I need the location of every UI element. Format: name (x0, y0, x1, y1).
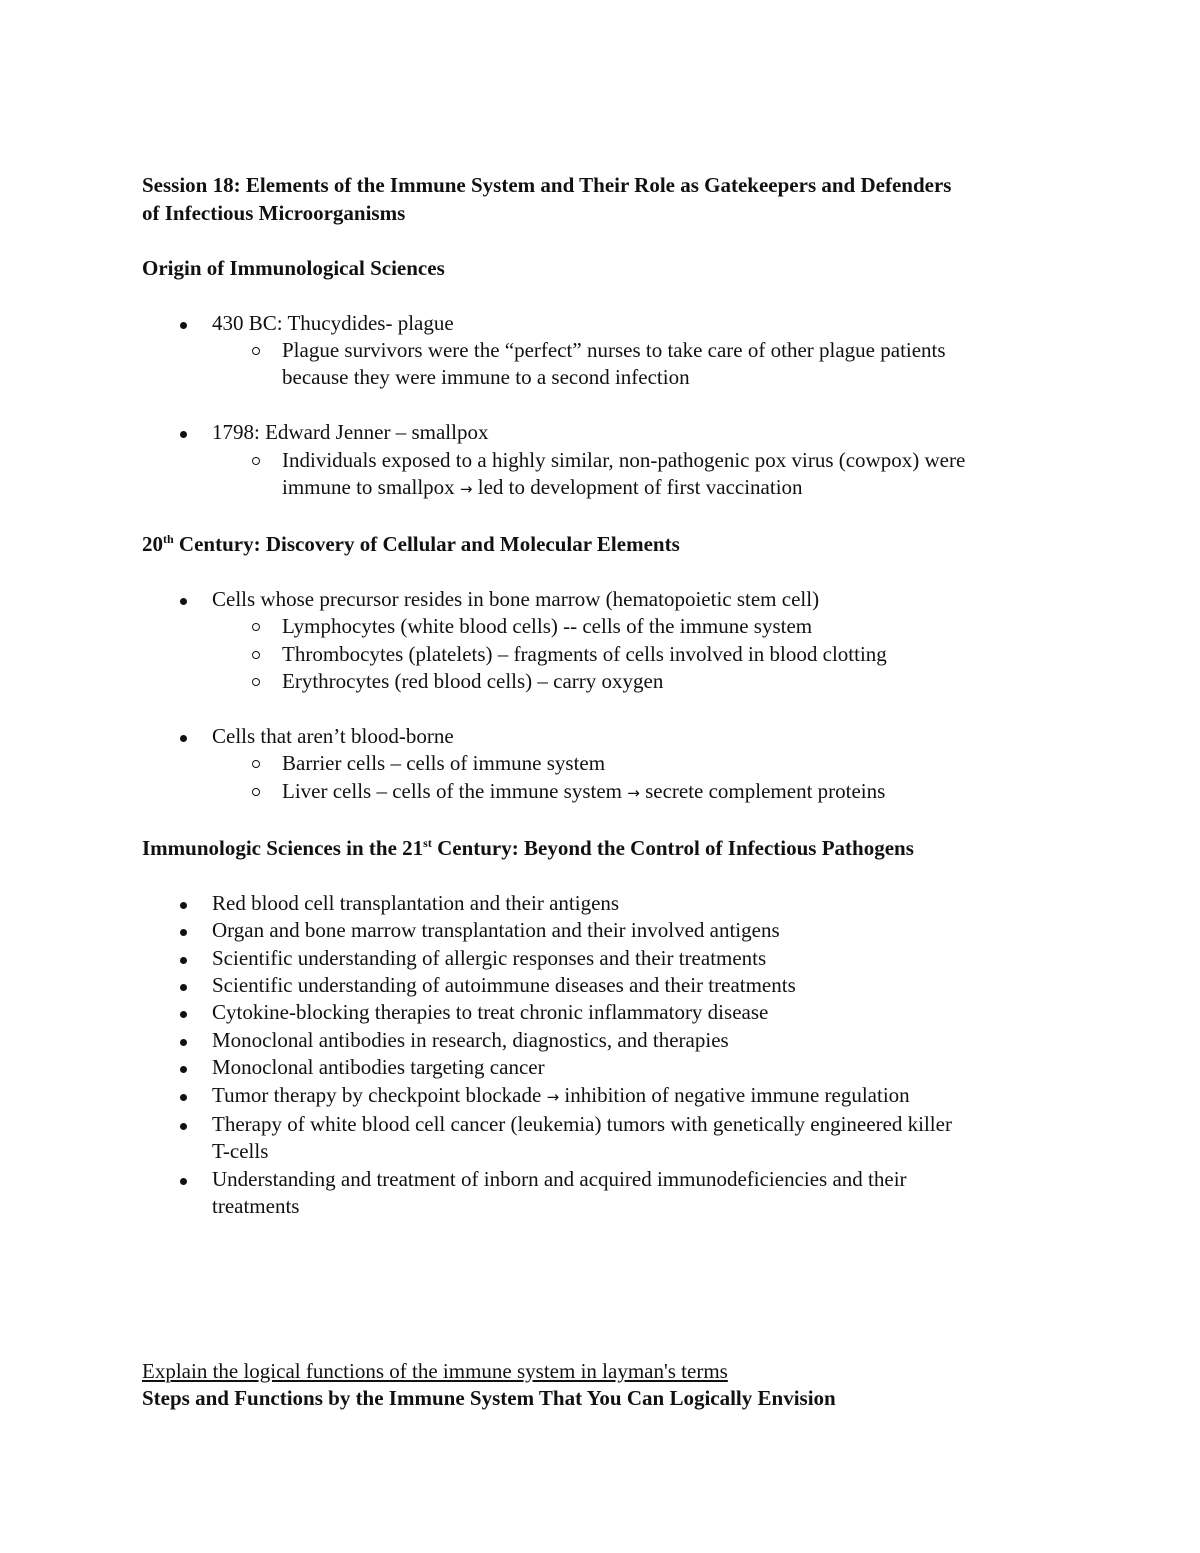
sub-list-item: Erythrocytes (red blood cells) – carry oxygen (142, 668, 1062, 695)
list-item: Cells that aren’t blood-borne (142, 723, 1062, 750)
bullet-icon (180, 322, 187, 329)
right-arrow-icon: → (459, 480, 473, 499)
bullet-icon (180, 1178, 187, 1185)
origin-heading: Origin of Immunological Sciences (142, 255, 445, 280)
bullet-icon (180, 984, 187, 991)
session-title (142, 172, 1062, 227)
bullet-icon (180, 929, 187, 936)
list-item: Organ and bone marrow transplantation and their involved antigens (142, 917, 1062, 944)
session-title-line-1: Session 18: Elements of the Immune System and Their Role as Gatekeepers and Defenders (142, 173, 952, 197)
circle-bullet-icon (252, 678, 260, 686)
bullet-icon (180, 1123, 187, 1130)
list-item: 1798: Edward Jenner – smallpox (142, 419, 1062, 446)
list-item: Monoclonal antibodies targeting cancer (142, 1054, 1062, 1081)
steps-heading: Steps and Functions by the Immune System That You Can Logically Envision (142, 1386, 836, 1411)
bullet-icon (180, 1094, 187, 1101)
right-arrow-icon: → (627, 783, 640, 802)
circle-bullet-icon (252, 788, 260, 796)
origin-list-2 (142, 419, 1062, 503)
century-20-heading: 20th Century: Discovery of Cellular and Molecular Elements (142, 531, 680, 556)
bullet-icon (180, 1011, 187, 1018)
list-item: Cells whose precursor resides in bone marrow (hematopoietic stem cell) (142, 586, 1062, 613)
explain-prompt: Explain the logical functions of the immune system in layman's terms (142, 1358, 728, 1383)
bullet-icon (180, 431, 187, 438)
list-item: Tumor therapy by checkpoint blockade → inhibition of negative immune regulation (142, 1082, 1062, 1111)
bullet-icon (180, 1039, 187, 1046)
session-title-line-2: of Infectious Microorganisms (142, 200, 406, 225)
bullet-icon (180, 1066, 187, 1073)
page-content (142, 172, 1062, 1413)
bullet-icon (180, 957, 187, 964)
list-item: 430 BC: Thucydides- plague (142, 310, 1062, 337)
sub-list-item: Lymphocytes (white blood cells) -- cells of the immune system (142, 613, 1062, 640)
right-arrow-icon: → (546, 1087, 560, 1106)
century-20-list (142, 586, 1062, 696)
century-21-list (142, 890, 1062, 1221)
bullet-icon (180, 902, 187, 909)
sub-list-item: Plague survivors were the “perfect” nurses to take care of other plague patients because they were immune to a second infection (142, 337, 1062, 392)
bullet-icon (180, 598, 187, 605)
list-item: Scientific understanding of allergic responses and their treatments (142, 945, 1062, 972)
list-item: Cytokine-blocking therapies to treat chronic inflammatory disease (142, 999, 1062, 1026)
list-item: Monoclonal antibodies in research, diagnostics, and therapies (142, 1027, 1062, 1054)
list-item: Scientific understanding of autoimmune diseases and their treatments (142, 972, 1062, 999)
circle-bullet-icon (252, 623, 260, 631)
sub-list-item: Liver cells – cells of the immune system → secrete complement proteins (142, 778, 1062, 807)
circle-bullet-icon (252, 651, 260, 659)
sub-list-item: Thrombocytes (platelets) – fragments of cells involved in blood clotting (142, 641, 1062, 668)
century-20-list-2 (142, 723, 1062, 807)
sub-list-item: Barrier cells – cells of immune system (142, 750, 1062, 777)
list-item: Red blood cell transplantation and their antigens (142, 890, 1062, 917)
century-21-heading: Immunologic Sciences in the 21st Century: Beyond the Control of Infectious Pathogens (142, 835, 914, 860)
circle-bullet-icon (252, 760, 260, 768)
circle-bullet-icon (252, 347, 260, 355)
origin-list (142, 310, 1062, 392)
list-item: Understanding and treatment of inborn and acquired immunodeficiencies and their treatments (142, 1166, 1062, 1221)
list-item: Therapy of white blood cell cancer (leukemia) tumors with genetically engineered killer T-cells (142, 1111, 1062, 1166)
circle-bullet-icon (252, 457, 260, 465)
sub-list-item: Individuals exposed to a highly similar, non-pathogenic pox virus (cowpox) were immune to smallpox → led to development of first vaccination (142, 447, 1062, 504)
bullet-icon (180, 735, 187, 742)
